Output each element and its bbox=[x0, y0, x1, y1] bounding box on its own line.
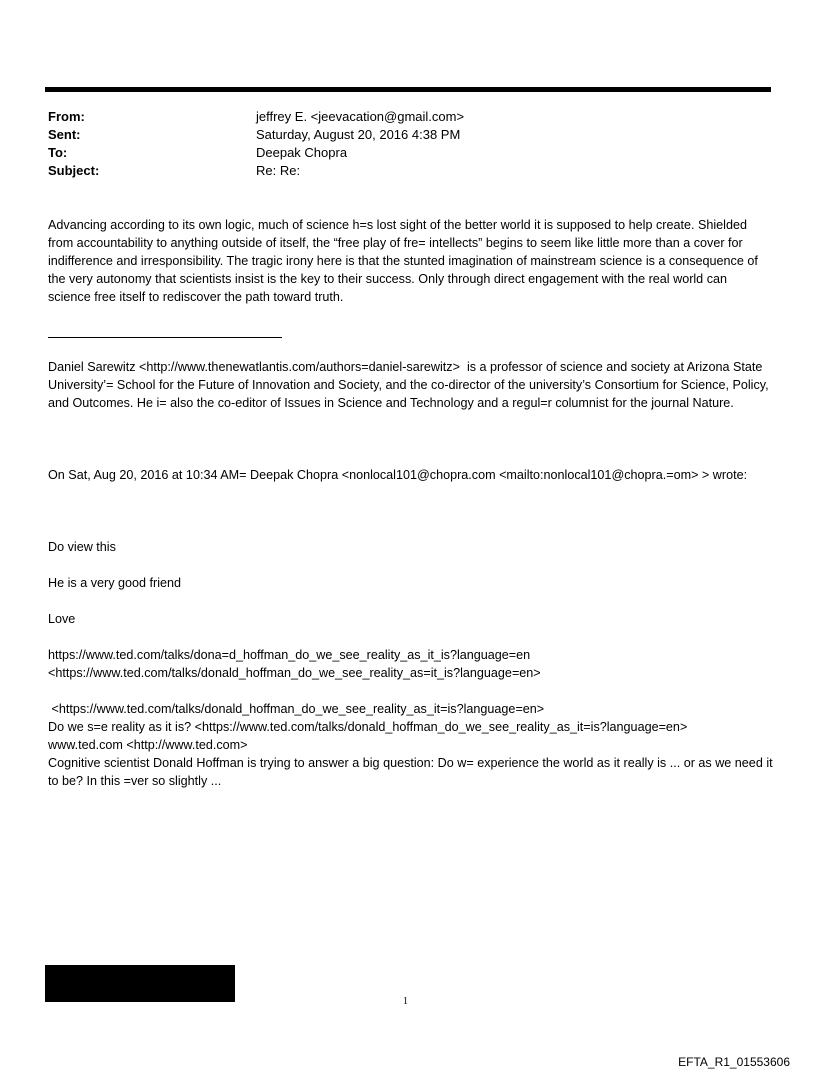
ted-site-link[interactable]: www.ted.com <http://www.ted.com> bbox=[48, 738, 248, 752]
subject-label: Subject: bbox=[48, 163, 100, 178]
ted-link-1[interactable]: https://www.ted.com/talks/dona=d_hoffman_do_we_see_reality_as_it_is?language=en bbox=[48, 648, 531, 662]
to-value: Deepak Chopra bbox=[256, 145, 348, 160]
ted-title-link[interactable]: Do we s=e reality as it is? <https://www.ted.com/talks/donald_hoffman_do_we_see_reality_as_it=is?language=en> bbox=[48, 720, 688, 734]
header-rule bbox=[45, 87, 771, 92]
subject-value: Re: Re: bbox=[256, 163, 301, 178]
separator-rule bbox=[48, 337, 282, 338]
from-label: From: bbox=[48, 109, 85, 124]
body-paragraph-2: Daniel Sarewitz <http://www.thenewatlantis.com/authors=daniel-sarewitz> is a professor of science and society at Arizona State University’= School for the Future of Innovation and Society, and the co-director of the university’s Consortium for Science, Policy, and Outcomes. He i= also the co-editor of Issues in Science and Technology and a regul=r columnist for the journal Nature. bbox=[48, 360, 773, 410]
sent-value: Saturday, August 20, 2016 4:38 PM bbox=[256, 127, 461, 142]
ted-link-3[interactable]: <https://www.ted.com/talks/donald_hoffman_do_we_see_reality_as_it=is?language=en> bbox=[48, 702, 545, 716]
quote-line-friend: He is a very good friend bbox=[48, 576, 182, 590]
ted-link-2[interactable]: <https://www.ted.com/talks/donald_hoffman_do_we_see_reality_as=it_is?language=en> bbox=[48, 666, 541, 680]
ted-description: Cognitive scientist Donald Hoffman is trying to answer a big question: Do w= experience the world as it really is ... or as we need it to be? In this =ver so slightly ... bbox=[48, 756, 777, 788]
quote-line-view: Do view this bbox=[48, 540, 116, 554]
bates-number: EFTA_R1_01553606 bbox=[678, 1055, 790, 1069]
to-label: To: bbox=[48, 145, 68, 160]
redaction-box bbox=[45, 965, 235, 1002]
page-number: 1 bbox=[403, 996, 408, 1007]
quote-header: On Sat, Aug 20, 2016 at 10:34 AM= Deepak Chopra <nonlocal101@chopra.com <mailto:nonlocal101@chopra.=om> > wrote: bbox=[48, 468, 748, 482]
quote-line-love: Love bbox=[48, 612, 76, 626]
sent-label: Sent: bbox=[48, 127, 81, 142]
from-value: jeffrey E. <jeevacation@gmail.com> bbox=[256, 109, 465, 124]
body-paragraph-1: Advancing according to its own logic, much of science h=s lost sight of the better world it is supposed to help create. Shielded from accountability to anything outside of itself, the “free play of fre= intellects” begins to seem like little more than a cover for indifference and irresponsibility. The tragic irony here is that the stunted imagination of mainstream science is a consequence of the very autonomy that scientists insist is the key to their success. Only through direct engagement with the real world can science free itself to rediscover the path toward truth. bbox=[48, 218, 762, 304]
